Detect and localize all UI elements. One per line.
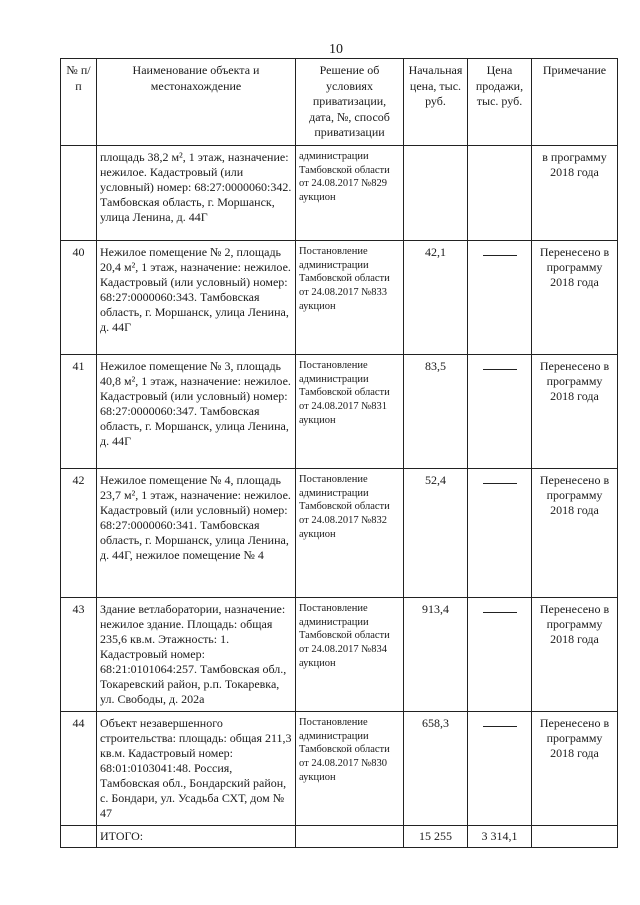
row-sale-price xyxy=(468,597,532,711)
total-row xyxy=(61,825,618,847)
page-number: 10 xyxy=(329,42,343,57)
table-row xyxy=(61,240,618,354)
total-sale-price: 3 314,1 xyxy=(468,825,532,847)
table-row xyxy=(61,468,618,597)
header-sale-price: Цена продажи, тыс. руб. xyxy=(468,59,532,146)
row-start-price: 913,4 xyxy=(404,597,468,711)
no-value-dash xyxy=(483,604,517,613)
privatization-table xyxy=(60,58,618,848)
row-decision: Постановление администрации Тамбовской области от 24.08.2017 №834 аукцион xyxy=(296,597,404,711)
total-start-price: 15 255 xyxy=(404,825,468,847)
header-decision: Решение об условиях приватизации, дата, №, способ приватизации xyxy=(296,59,404,146)
row-name: площадь 38,2 м², 1 этаж, назначение: нежилое. Кадастровый (или условный) номер: 68:27:0000060:342. Тамбовская область, г. Моршанск, улица Ленина, д. 44Г xyxy=(97,145,296,240)
row-note: Перенесено в программу 2018 года xyxy=(532,354,618,468)
row-num: 43 xyxy=(61,597,97,711)
row-start-price: 658,3 xyxy=(404,711,468,825)
row-decision: Постановление администрации Тамбовской области от 24.08.2017 №830 аукцион xyxy=(296,711,404,825)
row-note: Перенесено в программу 2018 года xyxy=(532,468,618,597)
row-num: 40 xyxy=(61,240,97,354)
no-value-dash xyxy=(483,361,517,370)
row-name: Объект незавершенного строительства: площадь: общая 211,3 кв.м. Кадастровый номер: 68:01:0103041:48. Россия, Тамбовская обл., Бондарский район, с. Бондари, ул. Усадьба СХТ, дом № 47 xyxy=(97,711,296,825)
no-value-dash xyxy=(483,247,517,256)
row-decision: Постановление администрации Тамбовской области от 24.08.2017 №831 аукцион xyxy=(296,354,404,468)
table-row xyxy=(61,711,618,825)
row-name: Нежилое помещение № 4, площадь 23,7 м², 1 этаж, назначение: нежилое. Кадастровый (или условный) номер: 68:27:0000060:341. Тамбовская область, г. Моршанск, улица Ленина, д. 44Г, нежилое помещение № 4 xyxy=(97,468,296,597)
total-label: ИТОГО: xyxy=(97,825,296,847)
header-num: № п/п xyxy=(61,59,97,146)
table-header-row xyxy=(61,59,618,146)
no-value-dash xyxy=(483,718,517,727)
row-start-price: 42,1 xyxy=(404,240,468,354)
row-note: Перенесено в программу 2018 года xyxy=(532,597,618,711)
row-num: 44 xyxy=(61,711,97,825)
header-start-price: Начальная цена, тыс. руб. xyxy=(404,59,468,146)
row-sale-price xyxy=(468,711,532,825)
total-empty-cell xyxy=(296,825,404,847)
row-decision: администрации Тамбовской области от 24.08.2017 №829 аукцион xyxy=(296,145,404,240)
row-name: Здание ветлаборатории, назначение: нежилое здание. Площадь: общая 235,6 кв.м. Этажность: 1. Кадастровый номер: 68:21:0101064:257. Тамбовская обл., Токаревский район, р.п. Токаревка, ул. Свободы, д. 202а xyxy=(97,597,296,711)
row-start-price xyxy=(404,145,468,240)
row-name: Нежилое помещение № 2, площадь 20,4 м², 1 этаж, назначение: нежилое. Кадастровый (или условный) номер: 68:27:0000060:343. Тамбовская область, г. Моршанск, улица Ленина, д. 44Г xyxy=(97,240,296,354)
row-decision: Постановление администрации Тамбовской области от 24.08.2017 №833 аукцион xyxy=(296,240,404,354)
row-sale-price xyxy=(468,354,532,468)
table-row xyxy=(61,354,618,468)
row-num: 41 xyxy=(61,354,97,468)
row-start-price: 52,4 xyxy=(404,468,468,597)
row-sale-price xyxy=(468,145,532,240)
row-num: 42 xyxy=(61,468,97,597)
row-decision: Постановление администрации Тамбовской области от 24.08.2017 №832 аукцион xyxy=(296,468,404,597)
row-note: Перенесено в программу 2018 года xyxy=(532,711,618,825)
row-start-price: 83,5 xyxy=(404,354,468,468)
total-empty-cell xyxy=(61,825,97,847)
table-row xyxy=(61,145,618,240)
table-row xyxy=(61,597,618,711)
no-value-dash xyxy=(483,475,517,484)
row-note: Перенесено в программу 2018 года xyxy=(532,240,618,354)
header-name: Наименование объекта и местонахождение xyxy=(97,59,296,146)
total-empty-cell xyxy=(532,825,618,847)
row-sale-price xyxy=(468,468,532,597)
row-sale-price xyxy=(468,240,532,354)
row-num xyxy=(61,145,97,240)
header-note: Примечание xyxy=(532,59,618,146)
row-note: в программу 2018 года xyxy=(532,145,618,240)
row-name: Нежилое помещение № 3, площадь 40,8 м², 1 этаж, назначение: нежилое. Кадастровый (или условный) номер: 68:27:0000060:347. Тамбовская область, г. Моршанск, улица Ленина, д. 44Г xyxy=(97,354,296,468)
